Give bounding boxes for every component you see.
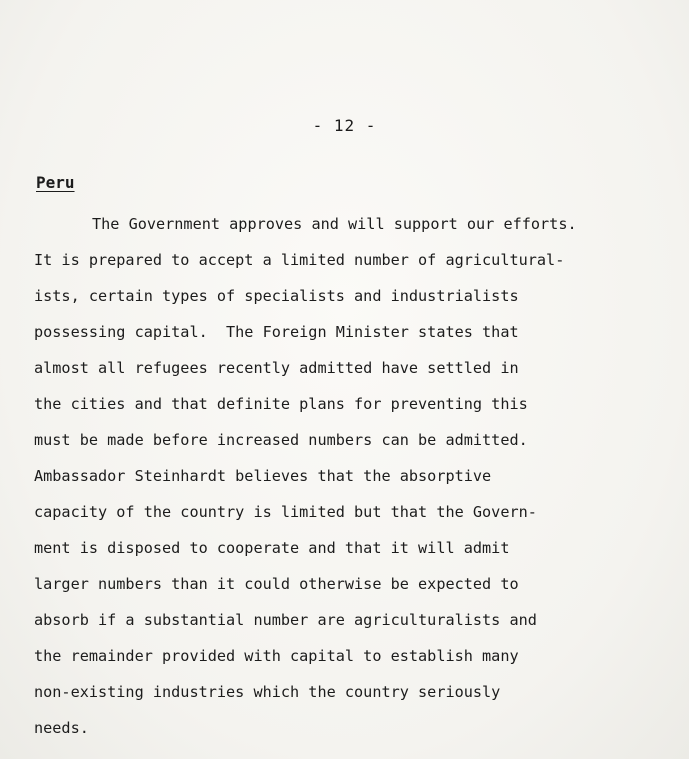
page-number: - 12 - [312, 116, 377, 135]
paragraph-line: larger numbers than it could otherwise be expected to [34, 575, 519, 593]
paragraph-line: the cities and that definite plans for preventing this [34, 395, 528, 413]
paragraph-line: must be made before increased numbers can be admitted. [34, 431, 528, 449]
paragraph-line: possessing capital. The Foreign Minister states that [34, 323, 519, 341]
paragraph-line: ment is disposed to cooperate and that it will admit [34, 539, 510, 557]
paragraph-line: Ambassador Steinhardt believes that the absorptive [34, 467, 492, 485]
paragraph-line: non-existing industries which the country seriously [34, 683, 501, 701]
body-paragraph [34, 206, 684, 746]
paragraph-line: ists, certain types of specialists and industrialists [34, 287, 519, 305]
paragraph-line: almost all refugees recently admitted have settled in [34, 359, 519, 377]
paragraph-line: needs. [34, 719, 89, 737]
paragraph-line: It is prepared to accept a limited number of agricultural- [34, 251, 565, 269]
paragraph-line: absorb if a substantial number are agriculturalists and [34, 611, 537, 629]
paragraph-line: The Government approves and will support our efforts. [92, 215, 577, 233]
paragraph-line: the remainder provided with capital to establish many [34, 647, 519, 665]
paragraph-line: capacity of the country is limited but that the Govern- [34, 503, 537, 521]
section-heading: Peru [36, 173, 75, 192]
